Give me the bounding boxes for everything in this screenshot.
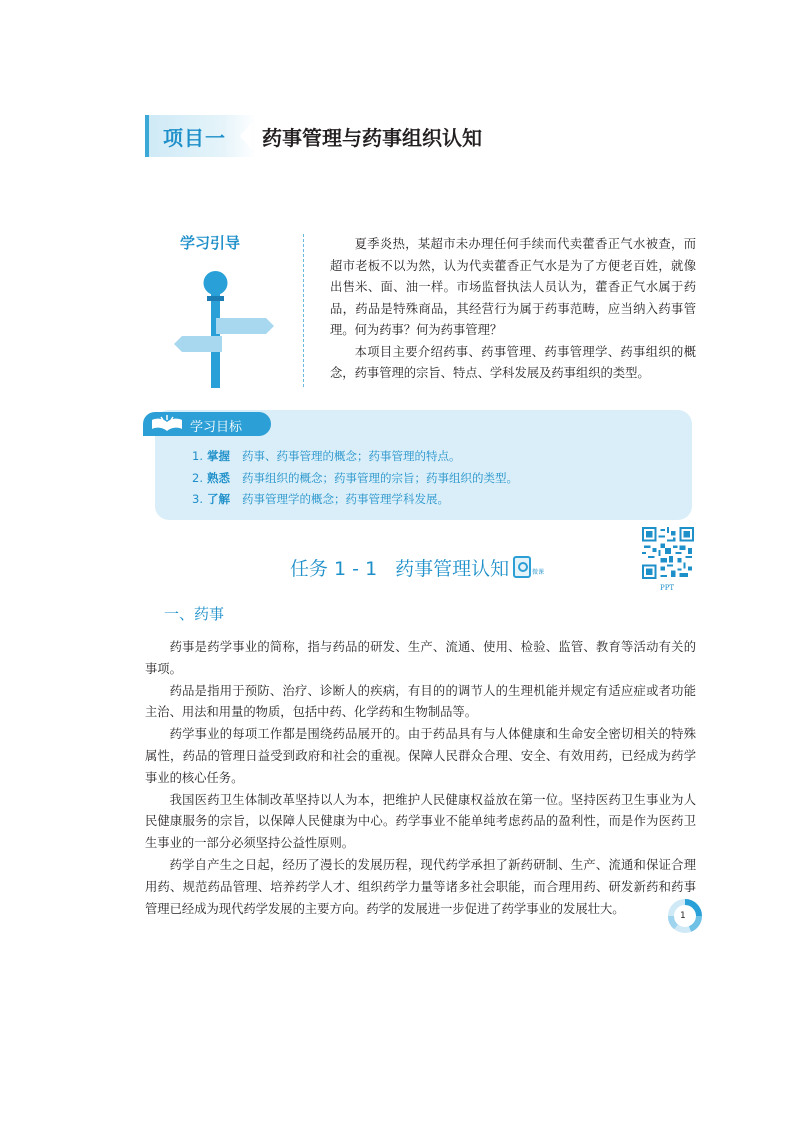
signpost-icon <box>170 266 276 390</box>
goals-heading: 学习目标 <box>190 420 243 435</box>
goal-number: 2. <box>192 471 203 485</box>
section-heading: 一、药事 <box>164 605 225 623</box>
body-paragraph: 药学自产生之日起，经历了漫长的发展历程，现代药学承担了新药研制、生产、流通和保证合理用药、规范药品管理、培养药学人才、组织药学力量等诸多社会职能，而合理用药、研发新药和药事管理已经成为现代药学发展的主要方向。药学的发展进一步促进了药学事业的发展壮大。 <box>145 857 696 916</box>
goal-item <box>192 448 460 464</box>
body-paragraph: 药事是药学事业的简称，指与药品的研发、生产、流通、使用、检验、监管、教育等活动有关的事项。 <box>145 640 696 676</box>
goal-level: 掌握 <box>206 449 230 463</box>
open-book-icon <box>150 414 184 434</box>
body-paragraph: 药学事业的每项工作都是围绕药品展开的。由于药品具有与人体健康和生命安全密切相关的特殊属性，药品的管理日益受到政府和社会的重视。保障人民群众合理、安全、有效用药，已经成为药学事业的核心任务。 <box>145 727 696 785</box>
goal-number: 3. <box>192 492 203 506</box>
qr-code-icon[interactable] <box>642 527 694 579</box>
goal-item <box>192 470 518 486</box>
goal-item <box>192 491 449 507</box>
task-number: 任务 1 - 1 <box>290 558 378 580</box>
qr-label: PPT <box>660 584 675 592</box>
project-badge-notch <box>240 122 252 150</box>
guide-divider <box>303 234 304 387</box>
goal-text: 药事、药事管理的概念；药事管理的特点。 <box>241 449 461 463</box>
project-label: 项目一 <box>163 126 226 150</box>
guide-heading: 学习引导 <box>180 234 241 252</box>
body-paragraph: 药品是指用于预防、治疗、诊断人的疾病，有目的的调节人的生理机能并规定有适应症或者功能主治、用法和用量的物质，包括中药、化学药和生物制品等。 <box>145 683 696 720</box>
guide-paragraph: 夏季炎热，某超市未办理任何手续而代卖藿香正气水被查，而超市老板不以为然，认为代卖藿香正气水是为了方便老百姓，就像出售米、面、油一样。市场监督执法人员认为，藿香正气水属于药品，药品是特殊商品，其经营行为属于药事范畴，应当纳入药事管理。何为药事？何为药事管理？ <box>330 237 696 337</box>
goal-level: 熟悉 <box>206 471 230 485</box>
guide-text <box>330 234 696 385</box>
goal-number: 1. <box>192 449 203 463</box>
goal-level: 了解 <box>206 492 230 506</box>
micro-lecture-label: 微课 <box>532 569 545 576</box>
goal-text: 药事管理学的概念；药事管理学科发展。 <box>241 492 449 506</box>
goal-text: 药事组织的概念；药事管理的宗旨；药事组织的类型。 <box>241 471 518 485</box>
task-title <box>290 554 509 581</box>
micro-lecture-icon[interactable] <box>513 556 531 578</box>
page-number: 1 <box>680 911 686 921</box>
guide-paragraph: 本项目主要介绍药事、药事管理、药事管理学、药事组织的概念，药事管理的宗旨、特点、学科发展及药事组织的类型。 <box>330 344 696 380</box>
section-body <box>145 637 696 920</box>
body-paragraph: 我国医药卫生体制改革坚持以人为本，把维护人民健康权益放在第一位。坚持医药卫生事业为人民健康服务的宗旨，以保障人民健康为中心。药学事业不能单纯考虑药品的盈利性，而是作为医药卫生事业的一部分必须坚持公益性原则。 <box>145 792 696 851</box>
task-name: 药事管理认知 <box>395 558 510 580</box>
project-title: 药事管理与药事组织认知 <box>262 126 482 150</box>
